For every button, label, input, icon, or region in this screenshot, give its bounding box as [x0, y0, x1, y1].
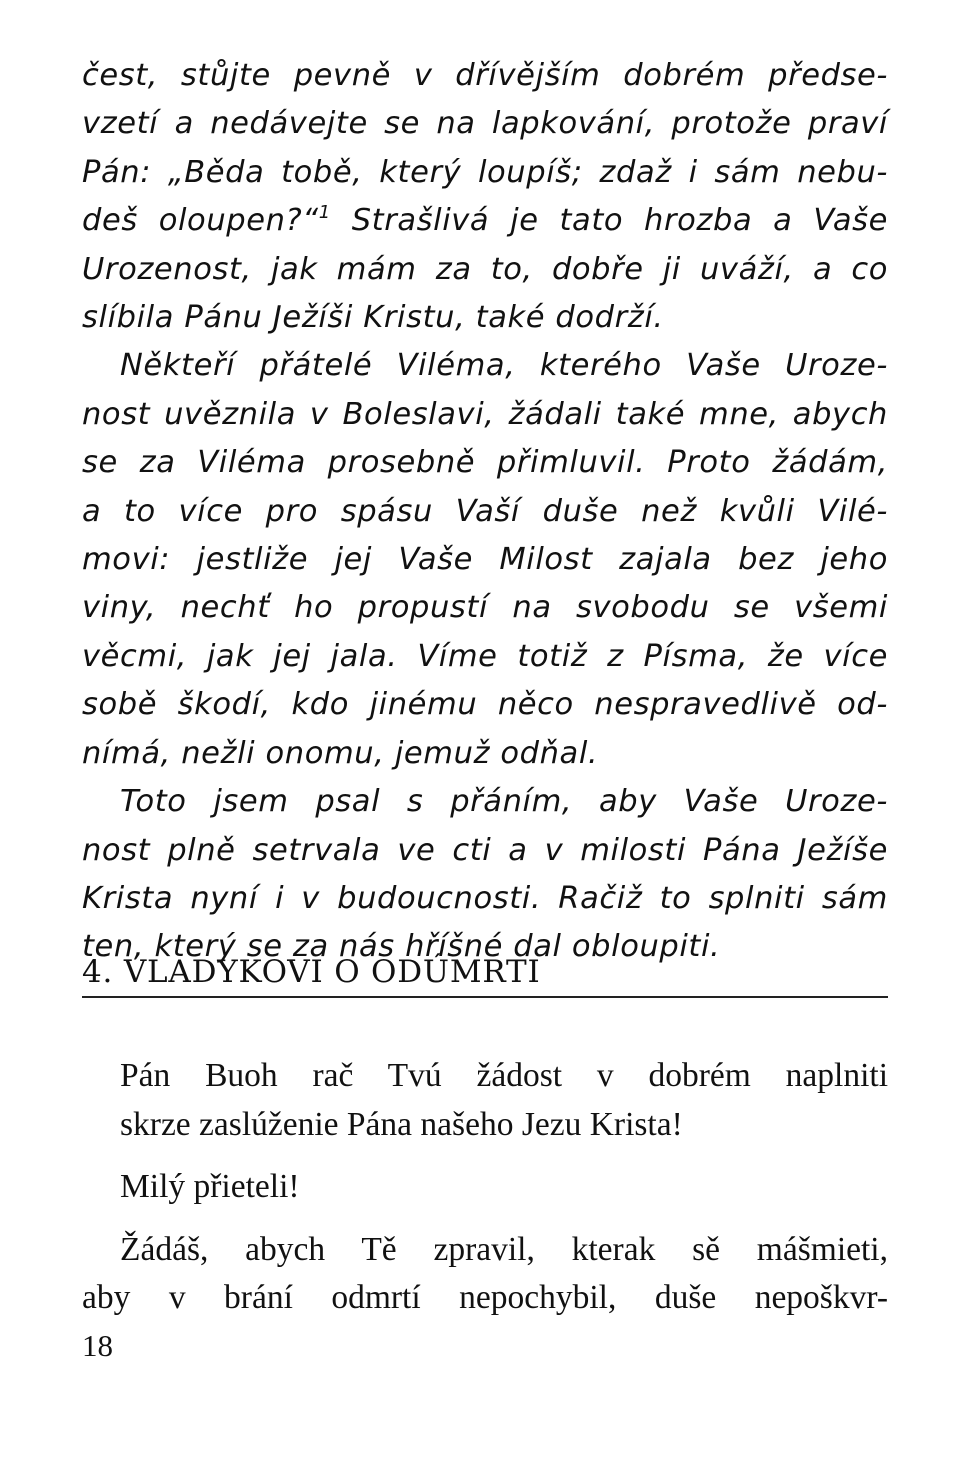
section-text: [82, 1052, 888, 1323]
text-line: ten, který se za nás hříšné dal obloupiti.: [82, 929, 721, 965]
text-line: věcmi, jak jej jala. Víme totiž z Písma, že více: [82, 638, 888, 674]
paragraph-gap: [82, 1149, 888, 1163]
text-line: sobě škodí, kdo jinému něco nespravedlivě od-: [82, 687, 888, 723]
text-line: Pán: „Běda tobě, který loupíš; zdaž i sám nebu-: [82, 154, 888, 190]
text-line: skrze zaslúženie Pána našeho Jezu Krista!: [120, 1105, 683, 1143]
page-number: 18: [82, 1328, 113, 1363]
heading-rule: [82, 996, 888, 998]
text-line: Milý přieteli!: [120, 1168, 300, 1205]
text-fragment: Strašlivá je tato hrozba a Vaše: [351, 203, 889, 239]
text-line: Toto jsem psal s přáním, aby Vaše Uroze-: [120, 784, 888, 820]
paragraph-gap: [82, 1212, 888, 1226]
text-line: nost uvěznila v Boleslavi, žádali také mne, abych: [82, 396, 888, 432]
text-line: movi: jestliže jej Vaše Milost zajala bez jeho: [82, 542, 888, 578]
text-line: slíbila Pánu Ježíši Kristu, také dodrží.: [82, 300, 664, 336]
text-line: Žádáš, abych Tě zpravil, kterak sě mášmieti,: [120, 1230, 888, 1268]
text-line: se za Viléma prosebně přimluvil. Proto žádám,: [82, 445, 888, 481]
text-line: a to více pro spásu Vaší duše než kvůli Vilé-: [82, 493, 888, 529]
text-fragment: deš oloupen?“: [82, 203, 319, 239]
text-line: Urozenost, jak mám za to, dobře ji uváží, a co: [82, 251, 888, 287]
text-line: vzetí a nedávejte se na lapkování, protože praví: [82, 106, 888, 142]
text-line: Pán Buoh rač Tvú žádost v dobrém naplniti: [120, 1057, 888, 1094]
text-line: čest, stůjte pevně v dřívějším dobrém předse-: [82, 58, 888, 93]
text-line-with-footnote: [82, 197, 888, 245]
letter-text: [82, 52, 888, 972]
text-line: Krista nyní i v budoucnosti. Račiž to splniti sám: [82, 880, 888, 916]
text-line: nímá, nežli onomu, jemuž odňal.: [82, 735, 599, 771]
text-line: Někteří přátelé Viléma, kterého Vaše Uroze-: [120, 348, 888, 384]
text-line: viny, nechť ho propustí na svobodu se všemi: [82, 590, 888, 626]
text-line: nost plně setrvala ve cti a v milosti Pána Ježíše: [82, 832, 888, 868]
section-heading: 4. VLADYKOVI O ODÚMRTI: [82, 954, 541, 990]
footnote-marker: 1: [318, 202, 331, 224]
text-line: aby v brání odmrtí nepochybil, duše nepoškvr-: [82, 1279, 888, 1316]
